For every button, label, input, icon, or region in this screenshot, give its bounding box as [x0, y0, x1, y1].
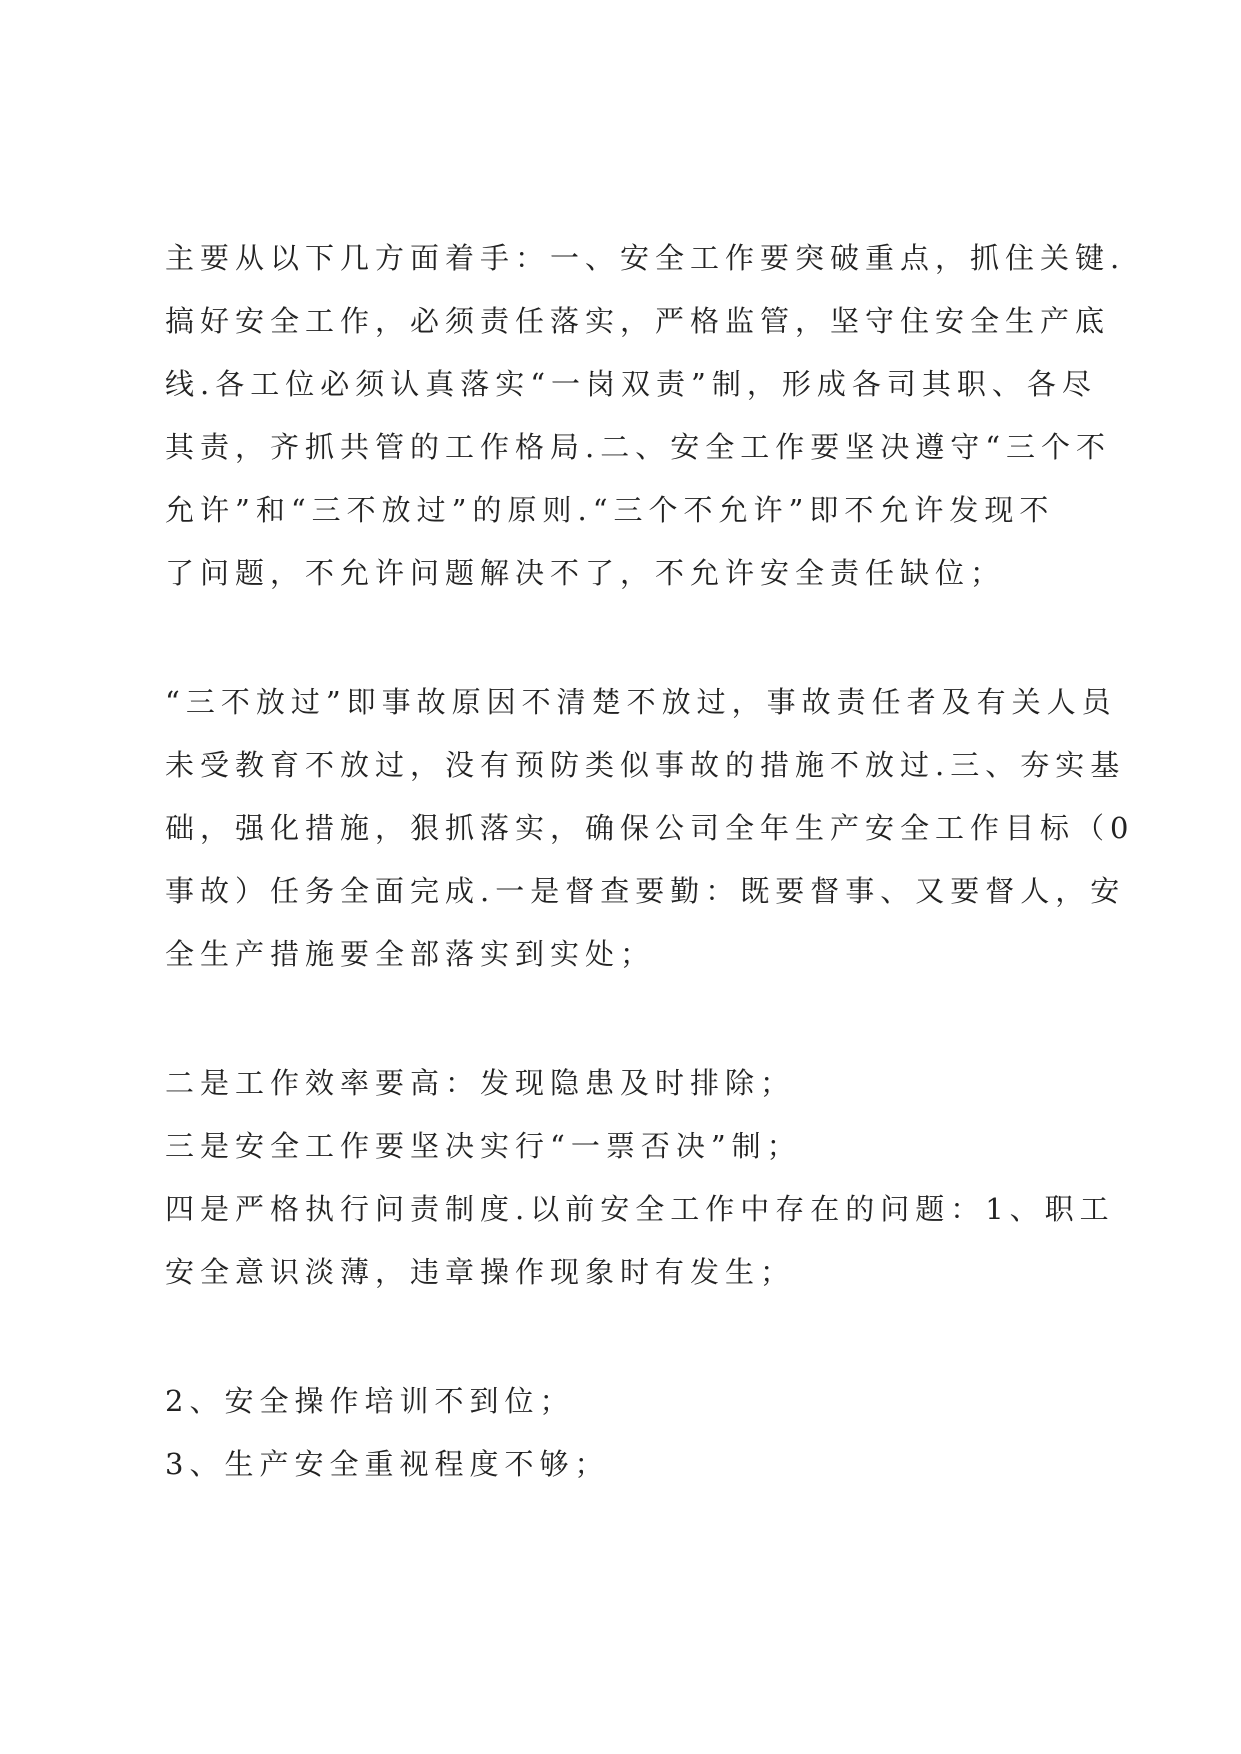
text-line: 全生产措施要全部落实到实处；: [165, 937, 656, 971]
text-line: 未受教育不放过，没有预防类似事故的措施不放过.三、夯实基: [165, 748, 1126, 782]
text-line: 了问题，不允许问题解决不了，不允许安全责任缺位；: [165, 556, 1006, 590]
text-line: 3、生产安全重视程度不够；: [165, 1447, 610, 1481]
text-line: 搞好安全工作，必须责任落实，严格监管，坚守住安全生产底: [165, 304, 1111, 338]
text-line: 三是安全工作要坚决实行“一票否决”制；: [165, 1129, 802, 1163]
text-line: 安全意识淡薄，违章操作现象时有发生；: [165, 1255, 796, 1289]
text-line: 四是严格执行问责制度.以前安全工作中存在的问题：1、职工: [165, 1192, 1115, 1226]
text-line: 2、安全操作培训不到位；: [165, 1384, 575, 1418]
text-line: 础，强化措施，狠抓落实，确保公司全年生产安全工作目标（0: [165, 811, 1135, 845]
text-line: 主要从以下几方面着手：一、安全工作要突破重点，抓住关键.: [165, 241, 1126, 275]
text-line: 二是工作效率要高：发现隐患及时排除；: [165, 1066, 796, 1100]
text-line: 允许”和“三不放过”的原则.“三个不允许”即不允许发现不: [165, 493, 1055, 527]
text-line: 其责，齐抓共管的工作格局.二、安全工作要坚决遵守“三个不: [165, 430, 1112, 464]
text-line: “三不放过”即事故原因不清楚不放过，事故责任者及有关人员: [165, 685, 1117, 719]
text-line: 线.各工位必须认真落实“一岗双责”制，形成各司其职、各尽: [165, 367, 1097, 401]
text-line: 事故）任务全面完成.一是督查要勤：既要督事、又要督人，安: [165, 874, 1126, 908]
